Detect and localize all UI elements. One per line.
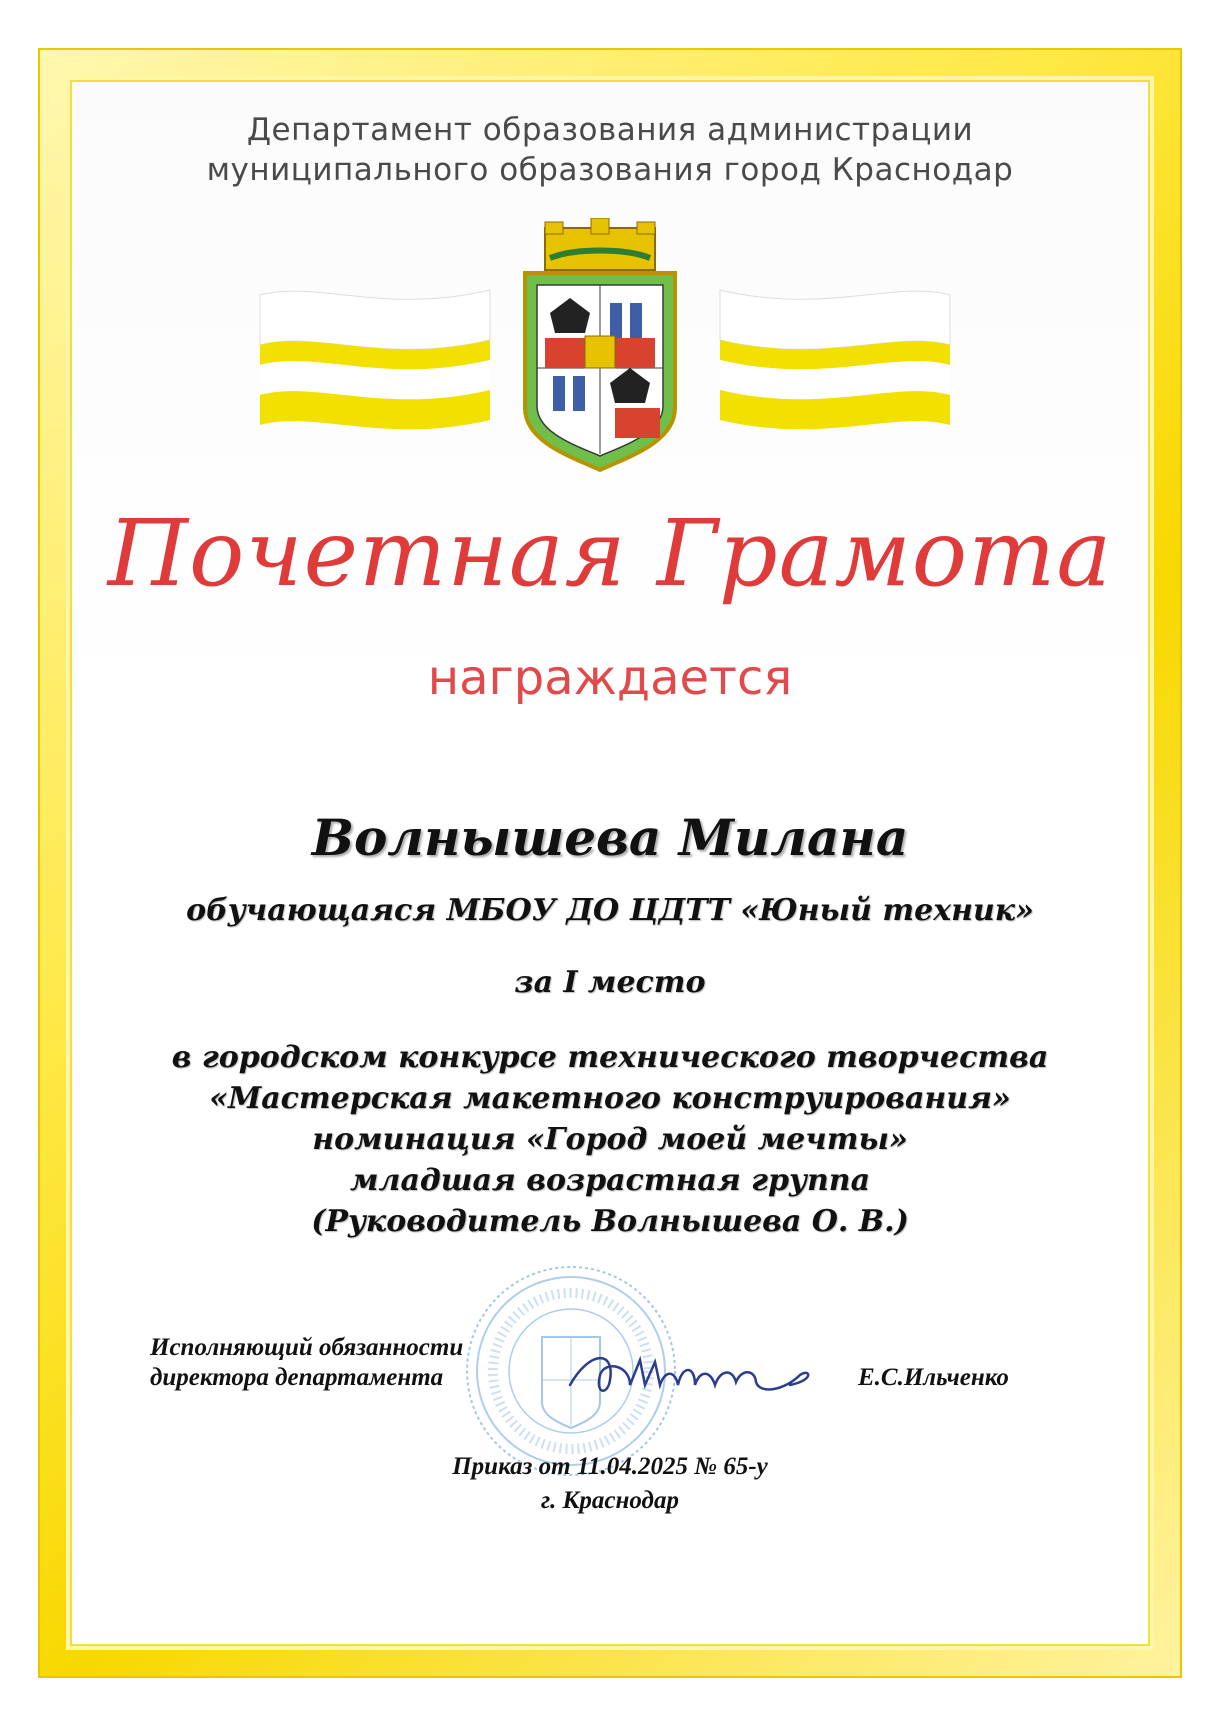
- contest-line-4: младшая возрастная группа: [349, 1163, 871, 1198]
- recipient-name: Волнышева Милана: [311, 808, 909, 867]
- issuer-line-2: муниципального образования город Краснодар: [206, 152, 1014, 188]
- issuer-header: [72, 110, 1148, 190]
- award-place: за I место: [514, 965, 706, 1000]
- signer-title-line-2: директора департамента: [150, 1364, 444, 1391]
- flag-right-icon: [715, 285, 955, 435]
- certificate-title: Почетная Грамота: [107, 500, 1113, 607]
- signer-title-line-1: Исполняющий обязанности: [150, 1334, 464, 1361]
- recipient-affiliation: обучающаяся МБОУ ДО ЦДТТ «Юный техник»: [186, 893, 1034, 928]
- order-reference: [72, 1450, 1148, 1518]
- signer-name: Е.С.Ильченко: [858, 1364, 1009, 1391]
- contest-line-5: (Руководитель Волнышева О. В.): [311, 1204, 909, 1239]
- flag-left-icon: [255, 285, 495, 435]
- order-line: Приказ от 11.04.2025 № 65-у: [452, 1453, 768, 1480]
- contest-line-2: «Мастерская макетного конструирования»: [209, 1081, 1011, 1116]
- city-line: г. Краснодар: [541, 1487, 679, 1514]
- coat-of-arms-icon: [515, 218, 685, 474]
- contest-line-1: в городском конкурсе технического творчества: [171, 1040, 1049, 1075]
- signer-title: [150, 1333, 463, 1393]
- signature-icon: [560, 1340, 820, 1410]
- contest-description: [72, 1037, 1148, 1242]
- awarded-label: награждается: [427, 650, 793, 706]
- issuer-line-1: Департамент образования администрации: [246, 112, 974, 148]
- contest-line-3: номинация «Город моей мечты»: [312, 1122, 908, 1157]
